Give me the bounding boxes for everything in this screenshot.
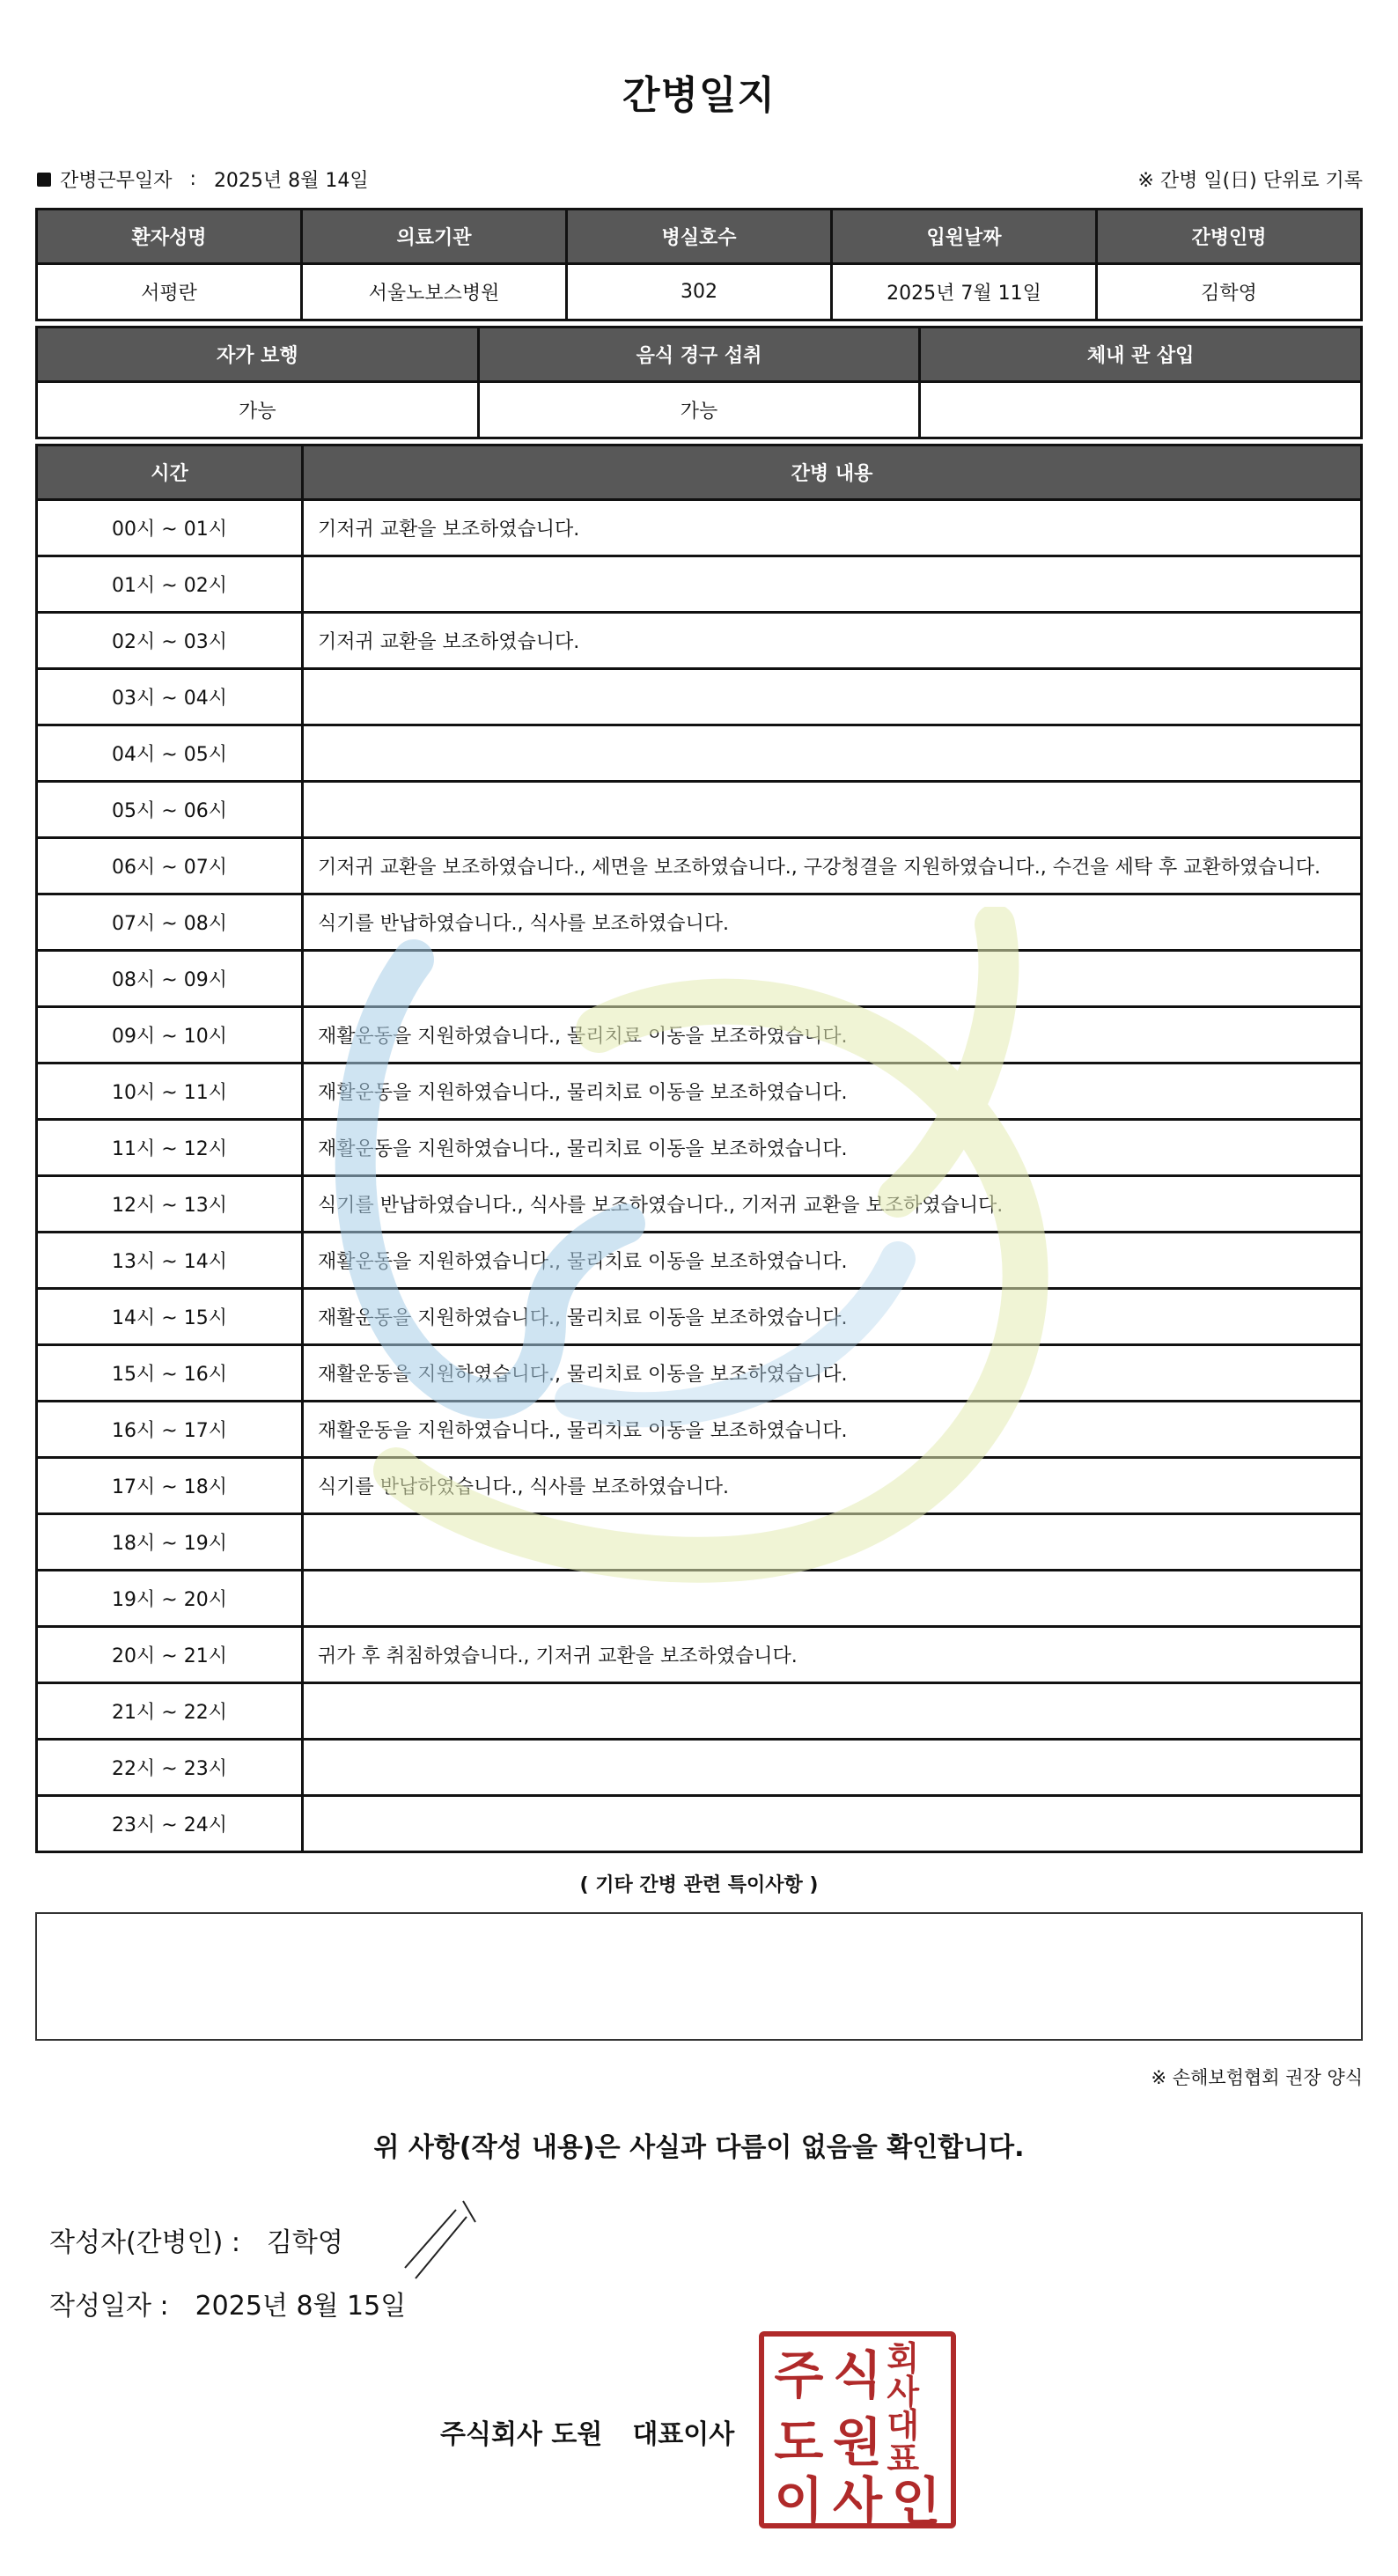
- time-cell: 23시 ~ 24시: [37, 1796, 303, 1852]
- time-cell: 06시 ~ 07시: [37, 838, 303, 894]
- content-cell: [303, 1796, 1362, 1852]
- seal-char: 주: [774, 2345, 824, 2405]
- write-date-value: 2025년 8월 15일: [195, 2291, 407, 2322]
- time-cell: 13시 ~ 14시: [37, 1233, 303, 1289]
- work-date-label: 간병근무일자: [60, 170, 173, 192]
- table-row: [37, 894, 1362, 951]
- document-title: 간병일지: [622, 73, 776, 118]
- ceo-title: 대표이사: [632, 2419, 735, 2450]
- patient-status-header-row: [37, 328, 1362, 382]
- content-cell: 재활운동을 지원하였습니다., 물리치료 이동을 보조하였습니다.: [303, 1345, 1362, 1402]
- room-number-value: 302: [567, 264, 832, 320]
- time-cell: 19시 ~ 20시: [37, 1571, 303, 1627]
- confirmation-statement: 위 사항(작성 내용)은 사실과 다름이 없음을 확인합니다.: [373, 2132, 1025, 2163]
- time-cell: 12시 ~ 13시: [37, 1176, 303, 1233]
- content-cell: [303, 556, 1362, 613]
- time-cell: 02시 ~ 03시: [37, 613, 303, 669]
- header-self-walking: 자가 보행: [37, 328, 479, 382]
- caregiver-name-value: 김학영: [1097, 264, 1362, 320]
- header-admission-date: 입원날짜: [832, 210, 1097, 264]
- patient-status-value-row: [37, 382, 1362, 438]
- time-cell: 21시 ~ 22시: [37, 1683, 303, 1740]
- table-row: [37, 1683, 1362, 1740]
- time-cell: 16시 ~ 17시: [37, 1402, 303, 1458]
- header-hospital: 의료기관: [302, 210, 567, 264]
- header-room-number: 병실호수: [567, 210, 832, 264]
- content-cell: [303, 1514, 1362, 1571]
- time-cell: 03시 ~ 04시: [37, 669, 303, 725]
- time-cell: 07시 ~ 08시: [37, 894, 303, 951]
- time-cell: 14시 ~ 15시: [37, 1289, 303, 1345]
- time-cell: 17시 ~ 18시: [37, 1458, 303, 1514]
- self-walking-value: 가능: [37, 382, 479, 438]
- content-cell: 기저귀 교환을 보조하였습니다.: [303, 613, 1362, 669]
- care-log-header-row: [37, 445, 1362, 500]
- record-unit-note: ※ 간병 일(日) 단위로 기록: [1137, 170, 1363, 192]
- form-source-note: ※ 손해보험협회 권장 양식: [1151, 2067, 1363, 2088]
- table-row: [37, 1796, 1362, 1852]
- table-row: [37, 500, 1362, 556]
- writer-label: 작성자(간병인) :: [49, 2227, 240, 2258]
- table-row: [37, 1571, 1362, 1627]
- header-tube-insertion: 체내 관 삽입: [920, 328, 1362, 382]
- content-cell: 귀가 후 취침하였습니다., 기저귀 교환을 보조하였습니다.: [303, 1627, 1362, 1683]
- content-cell: 재활운동을 지원하였습니다., 물리치료 이동을 보조하였습니다.: [303, 1402, 1362, 1458]
- content-cell: [303, 782, 1362, 838]
- table-row: [37, 1007, 1362, 1064]
- company-seal-stamp: [759, 2331, 956, 2531]
- table-row: [37, 1176, 1362, 1233]
- table-row: [37, 1458, 1362, 1514]
- content-cell: [303, 1571, 1362, 1627]
- table-row: [37, 1402, 1362, 1458]
- time-cell: 08시 ~ 09시: [37, 951, 303, 1007]
- content-cell: [303, 1740, 1362, 1796]
- patient-status-table: [35, 326, 1363, 439]
- time-cell: 04시 ~ 05시: [37, 725, 303, 782]
- seal-char: 도: [774, 2412, 824, 2472]
- seal-char: 이: [774, 2471, 824, 2531]
- seal-char: 대표: [887, 2406, 920, 2478]
- content-cell: [303, 669, 1362, 725]
- seal-char: 회사: [887, 2339, 920, 2411]
- header-patient-name: 환자성명: [37, 210, 302, 264]
- table-row: [37, 1627, 1362, 1683]
- hospital-value: 서울노보스병원: [302, 264, 567, 320]
- square-bullet-icon: [37, 173, 51, 187]
- time-cell: 22시 ~ 23시: [37, 1740, 303, 1796]
- admission-date-value: 2025년 7월 11일: [832, 264, 1097, 320]
- time-cell: 18시 ~ 19시: [37, 1514, 303, 1571]
- oral-intake-value: 가능: [478, 382, 920, 438]
- content-cell: 식기를 반납하였습니다., 식사를 보조하였습니다., 기저귀 교환을 보조하였습니다.: [303, 1176, 1362, 1233]
- content-cell: [303, 725, 1362, 782]
- tube-insertion-value: [920, 382, 1362, 438]
- write-date-line: [49, 2284, 406, 2322]
- patient-info-table: [35, 208, 1363, 321]
- table-row: [37, 838, 1362, 894]
- content-cell: 재활운동을 지원하였습니다., 물리치료 이동을 보조하였습니다.: [303, 1289, 1362, 1345]
- content-cell: 재활운동을 지원하였습니다., 물리치료 이동을 보조하였습니다.: [303, 1007, 1362, 1064]
- writer-value: 김학영: [266, 2227, 343, 2258]
- company-line: [440, 2412, 734, 2451]
- table-row: [37, 1514, 1362, 1571]
- signature-mark-icon: [401, 2197, 481, 2282]
- table-row: [37, 613, 1362, 669]
- header-oral-intake: 음식 경구 섭취: [478, 328, 920, 382]
- table-row: [37, 1064, 1362, 1120]
- time-cell: 10시 ~ 11시: [37, 1064, 303, 1120]
- table-row: [37, 782, 1362, 838]
- time-cell: 09시 ~ 10시: [37, 1007, 303, 1064]
- content-cell: [303, 951, 1362, 1007]
- header-time: 시간: [37, 445, 303, 500]
- time-cell: 05시 ~ 06시: [37, 782, 303, 838]
- content-cell: 재활운동을 지원하였습니다., 물리치료 이동을 보조하였습니다.: [303, 1233, 1362, 1289]
- table-row: [37, 669, 1362, 725]
- time-cell: 11시 ~ 12시: [37, 1120, 303, 1176]
- table-row: [37, 725, 1362, 782]
- table-row: [37, 1345, 1362, 1402]
- content-cell: 식기를 반납하였습니다., 식사를 보조하였습니다.: [303, 1458, 1362, 1514]
- patient-info-value-row: [37, 264, 1362, 320]
- write-date-label: 작성일자 :: [49, 2291, 169, 2322]
- company-name: 주식회사 도원: [440, 2419, 603, 2450]
- content-cell: 재활운동을 지원하였습니다., 물리치료 이동을 보조하였습니다.: [303, 1064, 1362, 1120]
- seal-char: 사: [832, 2471, 882, 2531]
- writer-line: [49, 2220, 343, 2259]
- work-date-line: [37, 166, 369, 193]
- patient-info-header-row: [37, 210, 1362, 264]
- content-cell: 기저귀 교환을 보조하였습니다.: [303, 500, 1362, 556]
- table-row: [37, 1740, 1362, 1796]
- table-row: [37, 951, 1362, 1007]
- seal-char: 식: [832, 2345, 882, 2405]
- table-row: [37, 1289, 1362, 1345]
- time-cell: 00시 ~ 01시: [37, 500, 303, 556]
- table-row: [37, 556, 1362, 613]
- time-cell: 20시 ~ 21시: [37, 1627, 303, 1683]
- content-cell: 식기를 반납하였습니다., 식사를 보조하였습니다.: [303, 894, 1362, 951]
- content-cell: 재활운동을 지원하였습니다., 물리치료 이동을 보조하였습니다.: [303, 1120, 1362, 1176]
- care-log-table: [35, 444, 1363, 1853]
- content-cell: 기저귀 교환을 보조하였습니다., 세면을 보조하였습니다., 구강청결을 지원하였습니다., 수건을 세탁 후 교환하였습니다.: [303, 838, 1362, 894]
- special-notes-box: [35, 1912, 1363, 2041]
- special-notes-title: ( 기타 간병 관련 특이사항 ): [579, 1874, 819, 1896]
- header-care-content: 간병 내용: [303, 445, 1362, 500]
- time-cell: 01시 ~ 02시: [37, 556, 303, 613]
- time-cell: 15시 ~ 16시: [37, 1345, 303, 1402]
- header-caregiver-name: 간병인명: [1097, 210, 1362, 264]
- patient-name-value: 서평란: [37, 264, 302, 320]
- content-cell: [303, 1683, 1362, 1740]
- table-row: [37, 1120, 1362, 1176]
- table-row: [37, 1233, 1362, 1289]
- work-date-value: 2025년 8월 14일: [213, 170, 369, 192]
- work-date-colon: :: [189, 168, 196, 190]
- seal-char: 원: [832, 2412, 882, 2472]
- seal-char: 인: [891, 2471, 941, 2531]
